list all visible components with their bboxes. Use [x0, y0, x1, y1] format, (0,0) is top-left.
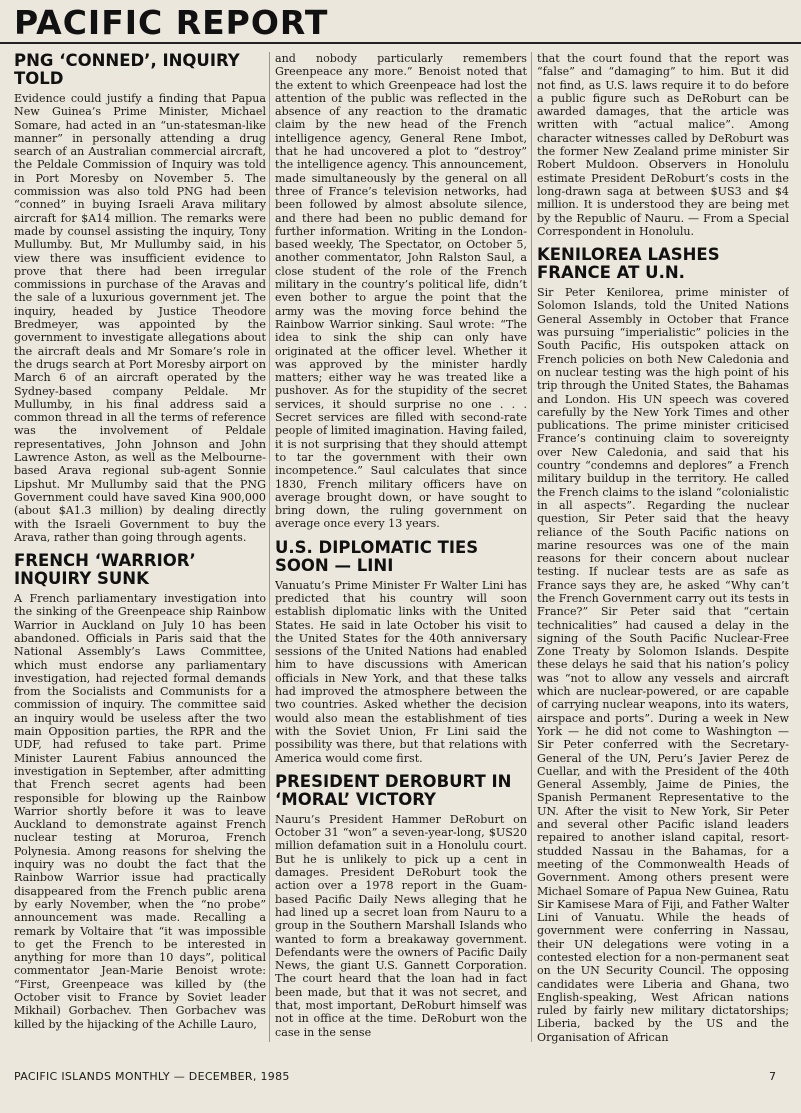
article-headline-png: PNG ‘CONNED’, INQUIRY TOLD	[14, 52, 240, 88]
section-title: PACIFIC REPORT	[14, 3, 329, 42]
article-body-kenilorea: Sir Peter Kenilorea, prime minister of Solomon Islands, told the United Nations General Assembly in October that France was pursuing “imperialistic” policies in the South Pacific, His outspoken attack on French policies on both New Caledonia and on nuclear testing was the high point of his trip through the United States, the Bahamas and London. His UN speech was covered carefully by the New York Times and other publications. The prime minister criticised France’s continuing claim to sovereignty over New Caledonia, and said that his country “condemns and deplores” a French military buildup in the territory. He called the French claims to the island “colonialistic in all aspects”. Regarding the nuclear question, Sir Peter said that the heavy reliance of the South Pacific nations on marine resources was one of the main reasons for their concern about nuclear testing. If nuclear tests are as safe as France says they are, he asked “Why can’t the French Government carry out its tests in France?” Sir Peter said that “certain technicalities” had caused a delay in the signing of the South Pacific Nuclear-Free Zone Treaty by Solomon Islands. Despite these delays he said that his nation’s policy was “not to allow any vessels and aircraft which are nuclear-powered, or are capable of carrying nuclear weapons, into its waters, airspace and ports”. During a week in New York — he did not come to Washington — Sir Peter conferred with the Secretary-General of the UN, Peru’s Javier Perez de Cuellar, and with the President of the 40th General Assembly, Jaime de Pinies, the Spanish Permanent Representative to the UN. After the visit to New York, Sir Peter and several other Pacific island leaders repaired to another island capital, resort-studded Nassau in the Bahamas, for a meeting of the Commonwealth Heads of Government. Among others present were Michael Somare of Papua New Guinea, Ratu Sir Kamisese Mara of Fiji, and Father Walter Lini of Vanuatu. While the heads of government were conferring in Nassau, their UN delegations were voting in a contested election for a non-permanent seat on the UN Security Council. The opposing candidates were Liberia and Ghana, two English-speaking, West African nations ruled by fairly new military dictatorships; Liberia, backed by the US and the Organisation of African	[537, 286, 789, 1044]
column-1	[14, 52, 266, 1052]
footer-publication: PACIFIC ISLANDS MONTHLY — DECEMBER, 1985	[14, 1070, 290, 1083]
article-body-deroburt-continued: that the court found that the report was “false” and “damaging” to him. But it did not find, as U.S. laws require it to do before a public figure such as DeRoburt can be awarded damages, that the article was written with “actual malice”. Among character witnesses called by DeRoburt was the former New Zealand prime minister Sir Robert Muldoon. Observers in Honolulu estimate President DeRoburt’s costs in the long-drawn saga at between $US3 and $4 million. It is understood they are being met by the Republic of Nauru. — From a Special Correspondent in Honolulu.	[537, 52, 789, 238]
page-number: 7	[769, 1070, 776, 1083]
masthead	[0, 0, 801, 44]
article-body-warrior: A French parliamentary investigation into the sinking of the Greenpeace ship Rainbow Warrior in Auckland on July 10 has been abandoned. Officials in Paris said that the National Assembly’s Laws Committee, which must endorse any parliamentary investigation, had rejected formal demands from the Socialists and Communists for a commission of inquiry. The committee said an inquiry would be useless after the two main Opposition parties, the RPR and the UDF, had refused to take part. Prime Minister Laurent Fabius announced the investigation in September, after admitting that French secret agents had been responsible for blowing up the Rainbow Warrior shortly before it was to leave Auckland to demonstrate against French nuclear testing at Moruroa, French Polynesia. Among reasons for shelving the inquiry was no doubt the fact that the Rainbow Warrior issue had practically disappeared from the French public arena by early November, when the “no probe” announcement was made. Recalling a remark by Voltaire that “it was impossible to get the French to be interested in anything for more than 10 days”, political commentator Jean-Marie Benoist wrote: “First, Greenpeace was killed by (the October visit to France by Soviet leader Mikhail) Gorbachev. Then Gorbachev was killed by the hijacking of the Achille Lauro,	[14, 592, 266, 1031]
masthead-rule	[0, 42, 801, 44]
article-body-warrior-continued: and nobody particularly remembers Greenpeace any more.” Benoist noted that the extent to which Greenpeace had lost the attention of the public was reflected in the absence of any reaction to the dramatic claim by the new head of the French intelligence agency, General Rene Imbot, that he had uncovered a plot to “destroy” the intelligence agency. This announcement, made simultaneously by the general on all three of France’s television networks, had been followed by almost absolute silence, and there had been no public demand for further information. Writing in the London-based weekly, The Spectator, on October 5, another commentator, John Ralston Saul, a close student of the role of the French military in the country’s political life, didn’t even bother to argue the point that the army was the moving force behind the Rainbow Warrior sinking. Saul wrote: “The idea to sink the ship can only have originated at the officer level. Whether it was approved by the minister hardly matters; either way he was treated like a pushover. As for the stupidity of the secret services, it should surprise no one . . . Secret services are filled with second-rate people of limited imagination. Having failed, it is not surprising that they should attempt to tar the government with their own incompetence.” Saul calculates that since 1830, French military officers have on average brought down, or have sought to bring down, the ruling government on average once every 13 years.	[275, 52, 527, 531]
article-body-png: Evidence could justify a finding that Papua New Guinea’s Prime Minister, Michael Somare, had acted in an “un-statesman-like manner” in personally attending a drug search of an Australian commercial aircraft, the Peldale Commission of Inquiry was told in Port Moresby on November 5. The commission was also told PNG had been “conned” in buying Israeli Arava military aircraft for $A14 million. The remarks were made by counsel assisting the inquiry, Tony Mullumby. But, Mr Mullumby said, in his view there was insufficient evidence to prove that there had been irregular commissions in purchase of the Aravas and the sale of a luxurious government jet. The inquiry, headed by Justice Theodore Bredmeyer, was appointed by the government to investigate allegations about the aircraft deals and Mr Somare’s role in the drugs search at Port Moresby airport on March 6 of an aircraft operated by the Sydney-based company Peldale. Mr Mullumby, in his final address said a common thread in all the terms of reference was the involvement of Peldale representatives, John Johnson and John Lawrence Aston, as well as the Melbourne-based Arava regional sub-agent Sonnie Lipshut. Mr Mullumby said that the PNG Government could have saved Kina 900,000 (about $A1.3 million) by dealing directly with the Israeli Government to buy the Arava, rather than going through agents.	[14, 92, 266, 544]
article-headline-warrior: FRENCH ‘WARRIOR’ INQUIRY SUNK	[14, 551, 196, 589]
article-body-deroburt: Nauru’s President Hammer DeRoburt on October 31 “won” a seven-year-long, $US20 million defamation suit in a Honolulu court. But he is unlikely to pick up a cent in damages. President DeRoburt took the action over a 1978 report in the Guam-based Pacific Daily News alleging that he had lined up a secret loan from Nauru to a group in the Southern Marshall Islands who wanted to form a breakaway government. Defendants were the owners of Pacific Daily News, the giant U.S. Gannett Corporation. The court heard that the loan had in fact been made, but that it was not secret, and that, most important, DeRoburt himself was not in office at the time. DeRoburt won the case in the sense	[275, 812, 527, 1039]
column-3	[537, 52, 789, 1052]
article-headline-kenilorea: KENILOREA LASHES FRANCE AT U.N.	[537, 245, 720, 283]
article-headline-lini: U.S. DIPLOMATIC TIES SOON — LINI	[275, 537, 479, 575]
column-divider	[531, 52, 532, 1042]
article-headline-deroburt: PRESIDENT DEROBURT IN ‘MORAL’ VICTORY	[275, 771, 512, 809]
column-divider	[269, 52, 270, 1042]
column-2	[275, 52, 527, 1052]
article-body-lini: Vanuatu’s Prime Minister Fr Walter Lini has predicted that his country will soon establish diplomatic links with the United States. He said in late October his visit to the United States for the 40th anniversary sessions of the United Nations had enabled him to have discussions with American officials in New York, and that these talks had improved the atmosphere between the two countries. Asked whether the decision would also mean the establishment of ties with the Soviet Union, Fr Lini said the possibility was there, but that relations with America would come first.	[275, 578, 527, 765]
